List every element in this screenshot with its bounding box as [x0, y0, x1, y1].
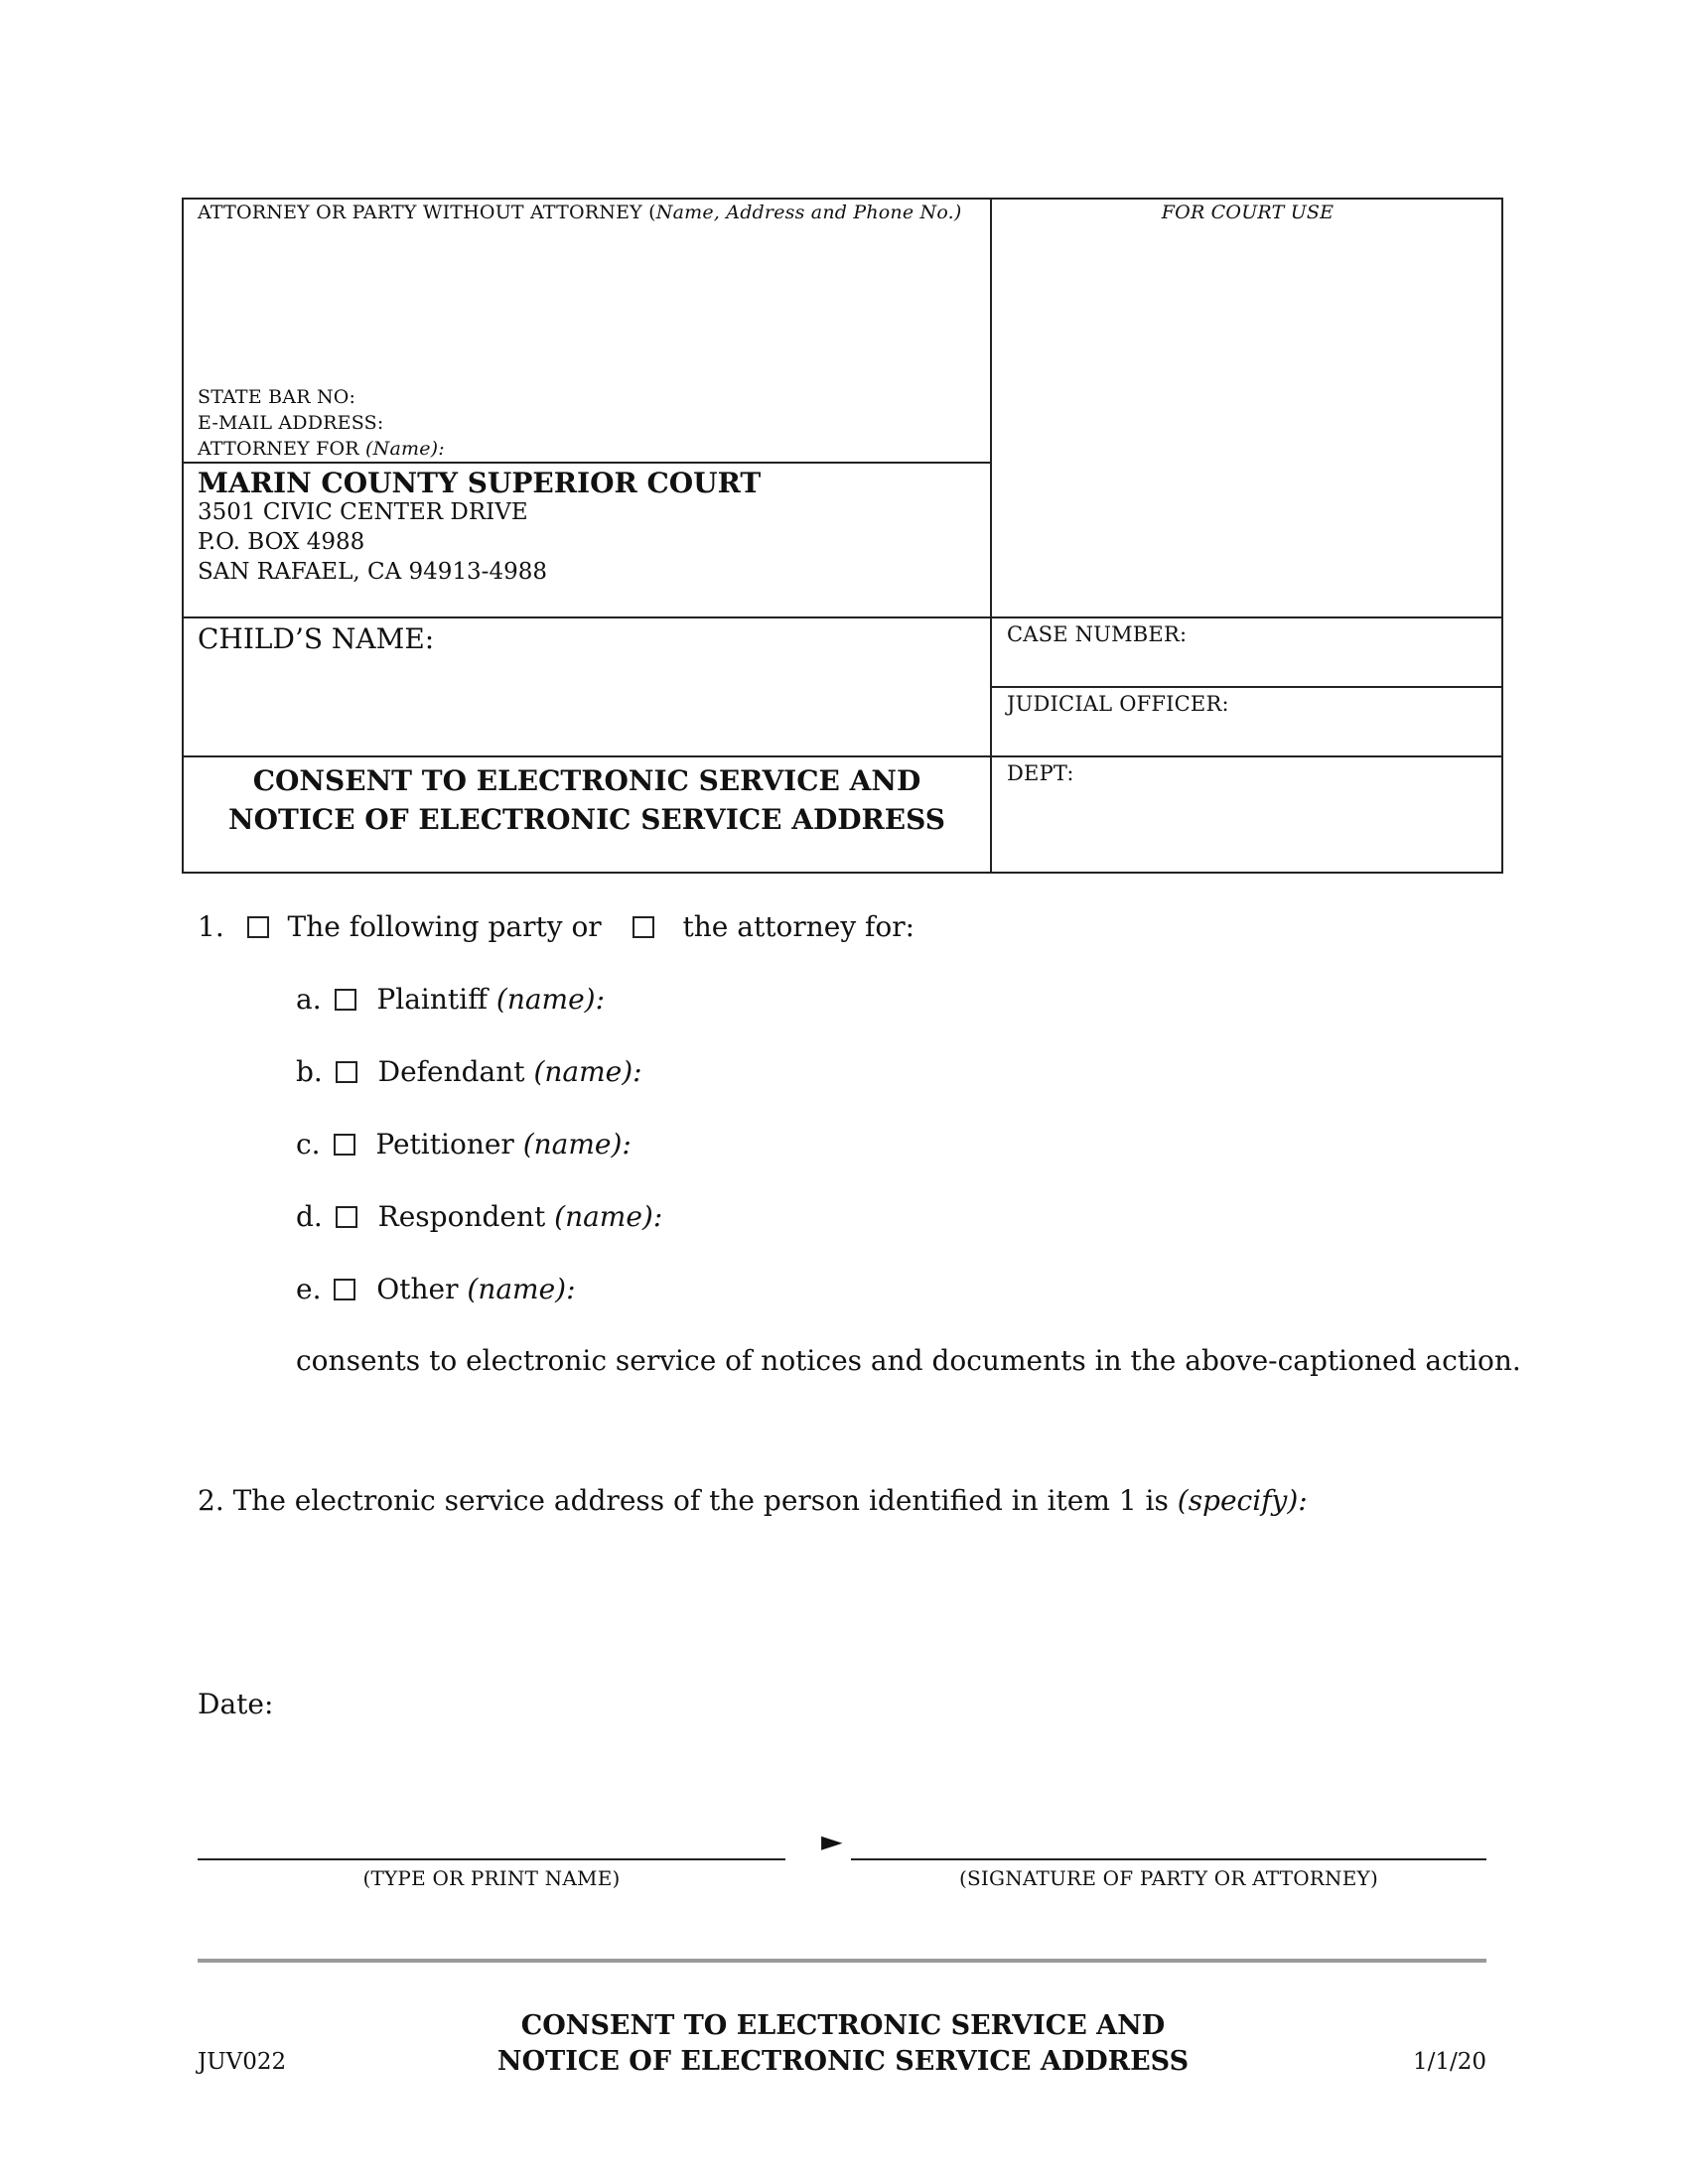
email-label: E-MAIL ADDRESS:: [198, 412, 384, 434]
caption-divider: [182, 616, 1503, 618]
date-label: Date:: [198, 1688, 274, 1720]
signature-arrow: ►: [821, 1825, 843, 1857]
judicial-officer-field[interactable]: [1003, 720, 1494, 751]
child-name-field[interactable]: [417, 620, 983, 750]
option-letter: b.: [296, 1055, 323, 1088]
option-letter: c.: [296, 1128, 321, 1160]
state-bar-label: STATE BAR NO:: [198, 386, 356, 408]
option-label: Respondent: [377, 1200, 555, 1233]
item-2: 2. The electronic service address of the person identified in item 1 is (specify):: [198, 1484, 1308, 1517]
court-use-label: FOR COURT USE: [1161, 202, 1335, 223]
date-field[interactable]: [278, 1686, 774, 1721]
print-name-caption: (TYPE OR PRINT NAME): [362, 1866, 621, 1890]
footer-title: [447, 2008, 1239, 2080]
option-respondent: [296, 1200, 662, 1233]
court-address-line: 3501 CIVIC CENTER DRIVE: [198, 499, 528, 525]
form-title: [182, 761, 992, 839]
other-checkbox[interactable]: [334, 1279, 355, 1300]
option-label: Other: [376, 1273, 468, 1305]
child-name-label: CHILD’S NAME:: [198, 622, 435, 655]
footer-rule: [198, 1959, 1486, 1963]
form-code: JUV022: [198, 2049, 287, 2075]
option-label: Plaintiff: [376, 983, 496, 1016]
option-plaintiff: [296, 983, 605, 1016]
party-text: The following party or: [287, 910, 602, 943]
form-title-line: NOTICE OF ELECTRONIC SERVICE ADDRESS: [228, 803, 945, 836]
item-number: 1.: [198, 910, 224, 943]
attorney-name-address-field[interactable]: [198, 230, 982, 389]
footer-title-line: CONSENT TO ELECTRONIC SERVICE AND: [520, 2010, 1166, 2041]
petitioner-checkbox[interactable]: [334, 1134, 355, 1156]
revision-date: 1/1/20: [1412, 2049, 1486, 2075]
option-petitioner: [296, 1128, 632, 1160]
caption-divider: [182, 755, 1503, 757]
court-address-line: P.O. BOX 4988: [198, 529, 365, 555]
option-hint: (name):: [554, 1200, 663, 1233]
signature-field[interactable]: [851, 1817, 1486, 1856]
plaintiff-name-field[interactable]: [596, 981, 1470, 1017]
caption-divider: [990, 686, 1503, 688]
footer-title-line: NOTICE OF ELECTRONIC SERVICE ADDRESS: [496, 2046, 1190, 2077]
case-number-field[interactable]: [1003, 650, 1494, 682]
option-hint: (name):: [467, 1273, 576, 1305]
option-letter: e.: [296, 1273, 322, 1305]
court-address-line: SAN RAFAEL, CA 94913-4988: [198, 559, 547, 585]
case-number-label: CASE NUMBER:: [1007, 622, 1188, 646]
court-name: MARIN COUNTY SUPERIOR COURT: [198, 467, 762, 499]
attorney-label: ATTORNEY OR PARTY WITHOUT ATTORNEY (Name, Address and Phone No.): [198, 202, 962, 223]
attorney-text: the attorney for:: [682, 910, 915, 943]
dept-field[interactable]: [1003, 789, 1494, 869]
defendant-checkbox[interactable]: [336, 1061, 357, 1083]
other-name-field[interactable]: [566, 1271, 1470, 1306]
print-name-field[interactable]: [198, 1817, 785, 1856]
electronic-address-field[interactable]: [198, 1529, 1488, 1638]
option-other: [296, 1273, 576, 1305]
attorney-checkbox[interactable]: [633, 916, 654, 938]
option-label: Petitioner: [375, 1128, 523, 1160]
respondent-name-field[interactable]: [645, 1198, 1470, 1234]
option-hint: (name):: [495, 983, 606, 1016]
option-hint: (name):: [533, 1055, 642, 1088]
respondent-checkbox[interactable]: [336, 1206, 357, 1228]
form-title-line: CONSENT TO ELECTRONIC SERVICE AND: [252, 764, 921, 797]
defendant-name-field[interactable]: [626, 1053, 1470, 1089]
attorney-for-label: ATTORNEY FOR (Name):: [198, 438, 445, 460]
petitioner-name-field[interactable]: [616, 1126, 1470, 1161]
party-checkbox[interactable]: [247, 916, 269, 938]
option-label: Defendant: [377, 1055, 534, 1088]
option-letter: a.: [296, 983, 322, 1016]
option-defendant: [296, 1055, 642, 1088]
option-letter: d.: [296, 1200, 323, 1233]
caption-divider: [182, 462, 992, 464]
plaintiff-checkbox[interactable]: [335, 989, 356, 1011]
consent-text: consents to electronic service of notices and documents in the above-captioned action.: [296, 1344, 1521, 1377]
option-hint: (name):: [522, 1128, 632, 1160]
item-1: [198, 910, 914, 943]
print-name-line: [198, 1858, 785, 1860]
dept-label: DEPT:: [1007, 761, 1074, 785]
signature-line: [851, 1858, 1486, 1860]
judicial-officer-label: JUDICIAL OFFICER:: [1007, 692, 1229, 716]
signature-caption: (SIGNATURE OF PARTY OR ATTORNEY): [959, 1866, 1378, 1890]
